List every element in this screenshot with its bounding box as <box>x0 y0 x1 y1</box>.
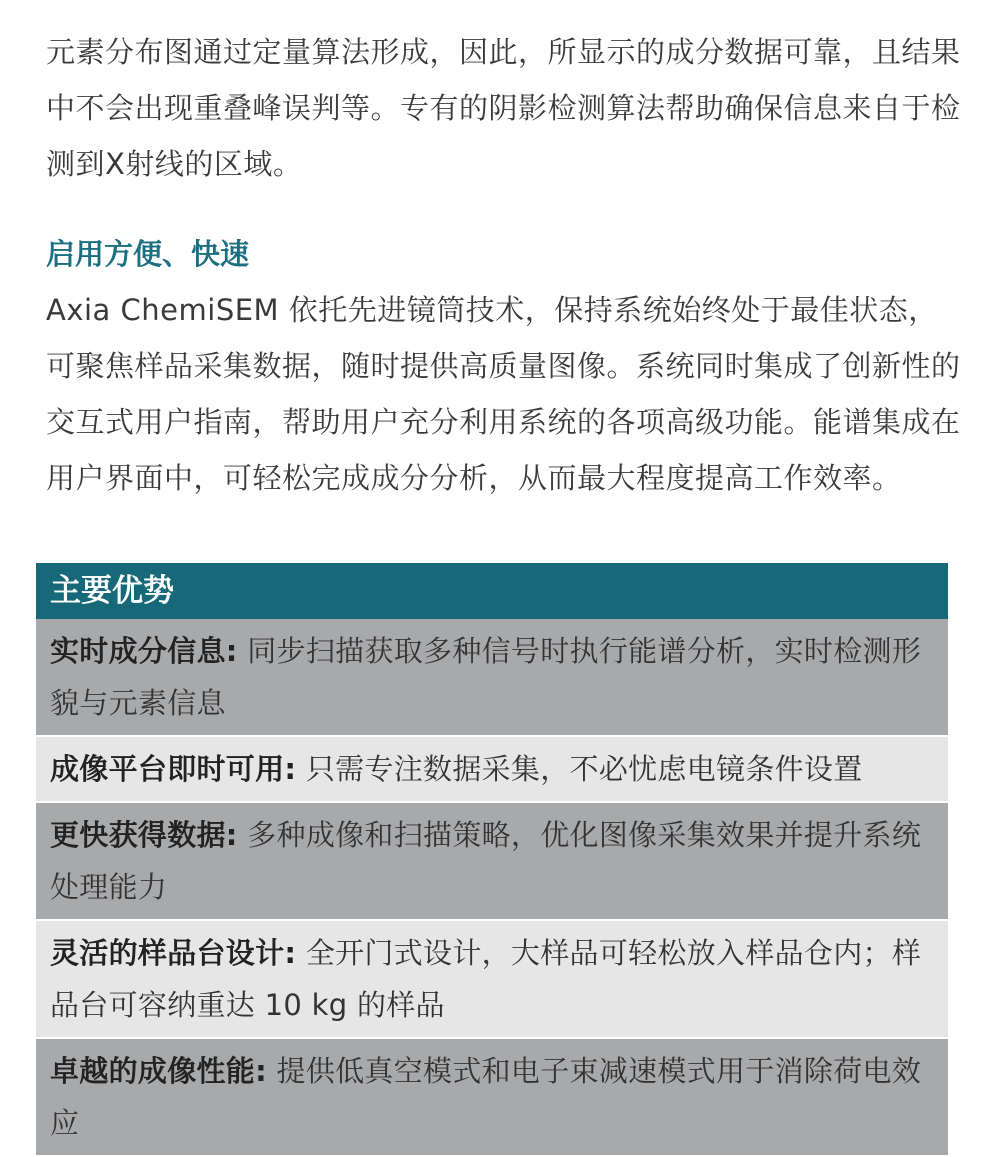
advantage-description: 全开门式设计，大样品可轻松放入样品仓内；样品台可容纳重达 10 kg 的样品 <box>50 936 922 1022</box>
advantage-item <box>36 619 948 737</box>
advantage-item <box>36 737 948 803</box>
advantage-description: 只需专注数据采集，不必忧虑电镜条件设置 <box>296 752 863 786</box>
section-body-paragraph: Axia ChemiSEM 依托先进镜筒技术，保持系统始终处于最佳状态，可聚焦样品采集数据，随时提供高质量图像。系统同时集成了创新性的交互式用户指南，帮助用户充分利用系统的各项高级功能。能谱集成在用户界面中，可轻松完成成分分析，从而最大程度提高工作效率。 <box>46 293 961 495</box>
advantage-item <box>36 1039 948 1157</box>
key-advantages-box <box>36 563 948 1157</box>
advantage-term: 灵活的样品台设计: <box>50 936 297 970</box>
advantage-term: 成像平台即时可用: <box>50 752 297 786</box>
advantage-term: 实时成分信息: <box>50 634 238 668</box>
advantage-term: 卓越的成像性能: <box>50 1054 267 1088</box>
section-heading: 启用方便、快速 <box>46 237 250 271</box>
key-advantages-title: 主要优势 <box>36 563 948 619</box>
advantage-description: 多种成像和扫描策略，优化图像采集效果并提升系统处理能力 <box>50 818 922 904</box>
advantage-item <box>36 803 948 921</box>
advantage-item <box>36 921 948 1039</box>
advantage-term: 更快获得数据: <box>50 818 238 852</box>
advantage-description: 提供低真空模式和电子束减速模式用于消除荷电效应 <box>50 1054 922 1140</box>
intro-paragraph: 元素分布图通过定量算法形成，因此，所显示的成分数据可靠，且结果中不会出现重叠峰误判等。专有的阴影检测算法帮助确保信息来自于检测到X射线的区域。 <box>46 35 961 181</box>
advantage-description: 同步扫描获取多种信号时执行能谱分析，实时检测形貌与元素信息 <box>50 634 922 720</box>
